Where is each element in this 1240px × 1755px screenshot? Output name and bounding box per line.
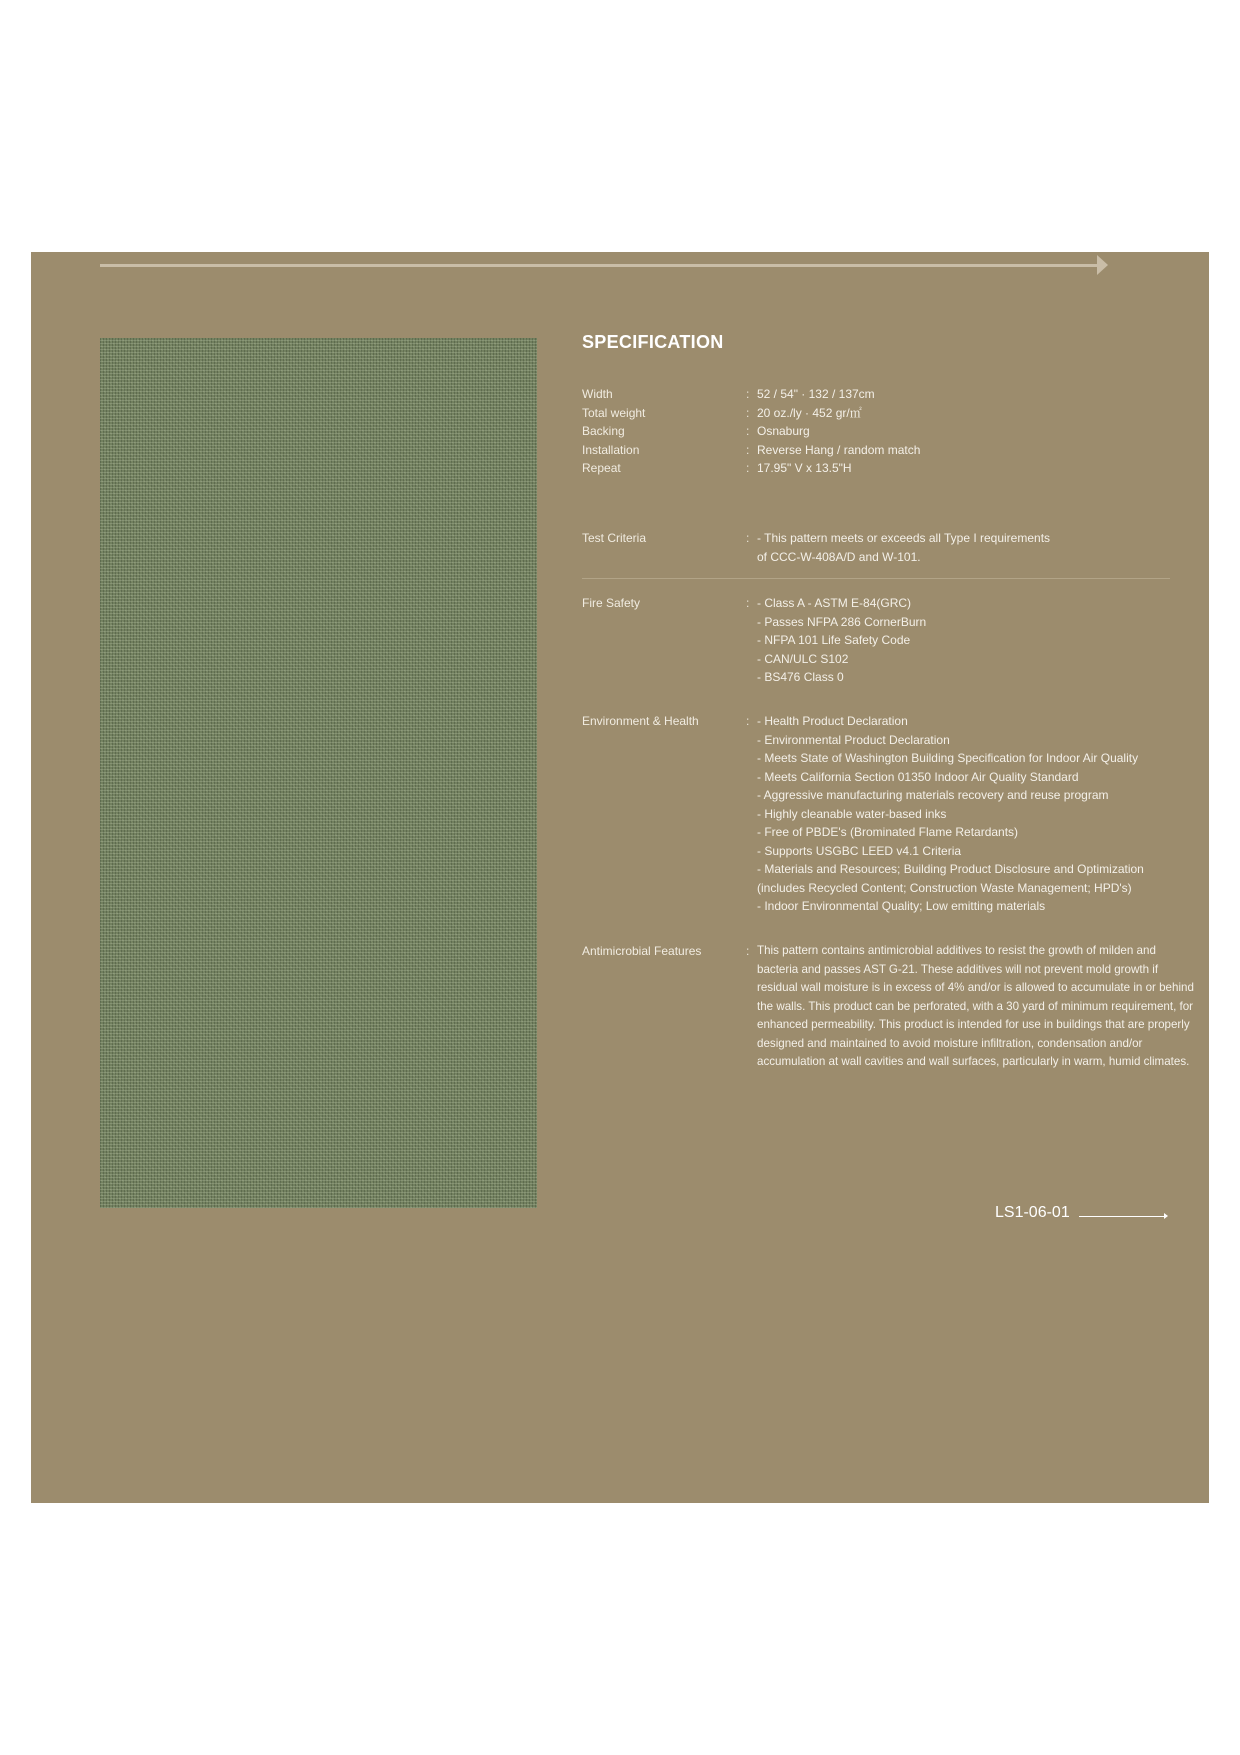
spec-line: of CCC-W-408A/D and W-101. <box>757 549 921 564</box>
spec-colon: : <box>746 442 750 457</box>
top-arrow-line <box>100 264 1100 267</box>
spec-line: - Highly cleanable water-based inks <box>757 806 947 821</box>
spec-colon: : <box>746 387 750 401</box>
spec-line: - Meets State of Washington Building Specification for Indoor Air Quality <box>757 751 1139 765</box>
spec-title: SPECIFICATION <box>582 332 724 352</box>
spec-line: - Meets California Section 01350 Indoor Air Quality Standard <box>757 769 1079 784</box>
spec-line: - Aggressive manufacturing materials recovery and reuse program <box>757 788 1109 802</box>
spec-value: 52 / 54" · 132 / 137cm <box>757 387 875 401</box>
spec-line: - Supports USGBC LEED v4.1 Criteria <box>757 843 962 858</box>
spec-value: Osnaburg <box>757 424 810 438</box>
arrow-right-icon <box>1097 255 1108 275</box>
spec-page-panel <box>31 252 1209 1503</box>
spec-line: - Health Product Declaration <box>757 714 908 728</box>
product-code: LS1-06-01 <box>995 1204 1070 1221</box>
spec-label: Installation <box>582 442 640 457</box>
spec-colon: : <box>746 405 750 420</box>
spec-line: - Class A - ASTM E-84(GRC) <box>757 596 912 610</box>
spec-line: - Indoor Environmental Quality; Low emitting materials <box>757 899 1046 913</box>
spec-line: - BS476 Class 0 <box>757 670 844 684</box>
spec-value: 20 oz./ly · 452 gr/㎡ <box>757 405 862 420</box>
spec-value: 17.95" V x 13.5"H <box>757 461 852 475</box>
spec-value <box>757 594 1197 687</box>
small-arrow-right-icon <box>1164 1213 1168 1219</box>
spec-colon: : <box>746 714 750 728</box>
spec-label: Fire Safety <box>582 596 641 610</box>
fabric-swatch-image <box>100 338 537 1208</box>
spec-line: - NFPA 101 Life Safety Code <box>757 633 911 647</box>
spec-colon: : <box>746 461 750 475</box>
spec-line: - Passes NFPA 286 CornerBurn <box>757 614 927 629</box>
spec-label: Backing <box>582 424 625 438</box>
spec-label: Environment & Health <box>582 714 699 728</box>
spec-colon: : <box>746 596 750 610</box>
spec-paragraph: This pattern contains antimicrobial additives to resist the growth of milden and bacteria and passes AST G-21. These additives will not prevent mold growth if residual wall moisture is in excess of 4% and/or is allowed to accumulate in or behind the walls. This product can be perforated, with a 30 yard of minimum requirement, for enhanced permeability. This product is intended for use in buildings that are properly designed and maintained to avoid moisture infiltration, condensation and/or accumulation at wall cavities and wall surfaces, particularly in warm, humid climates. <box>757 944 1194 1068</box>
spec-label: Repeat <box>582 461 621 475</box>
spec-line: - CAN/ULC S102 <box>757 651 849 666</box>
spec-label: Test Criteria <box>582 531 647 545</box>
section-divider <box>582 578 1170 579</box>
spec-label: Antimicrobial Features <box>582 944 702 958</box>
spec-line: - This pattern meets or exceeds all Type I requirements <box>757 531 1051 545</box>
spec-line: - Materials and Resources; Building Product Disclosure and Optimization <box>757 862 1144 876</box>
spec-colon: : <box>746 944 750 958</box>
spec-value <box>757 712 1197 916</box>
product-code-line <box>1079 1216 1165 1217</box>
spec-value: Reverse Hang / random match <box>757 442 921 457</box>
spec-label: Width <box>582 387 613 401</box>
spec-line: - Free of PBDE's (Brominated Flame Retardants) <box>757 825 1019 839</box>
spec-line: (includes Recycled Content; Construction Waste Management; HPD's) <box>757 880 1132 895</box>
spec-value <box>757 529 1197 566</box>
spec-colon: : <box>746 424 750 438</box>
spec-line: - Environmental Product Declaration <box>757 732 950 747</box>
spec-colon: : <box>746 531 750 545</box>
spec-label: Total weight <box>582 405 646 420</box>
